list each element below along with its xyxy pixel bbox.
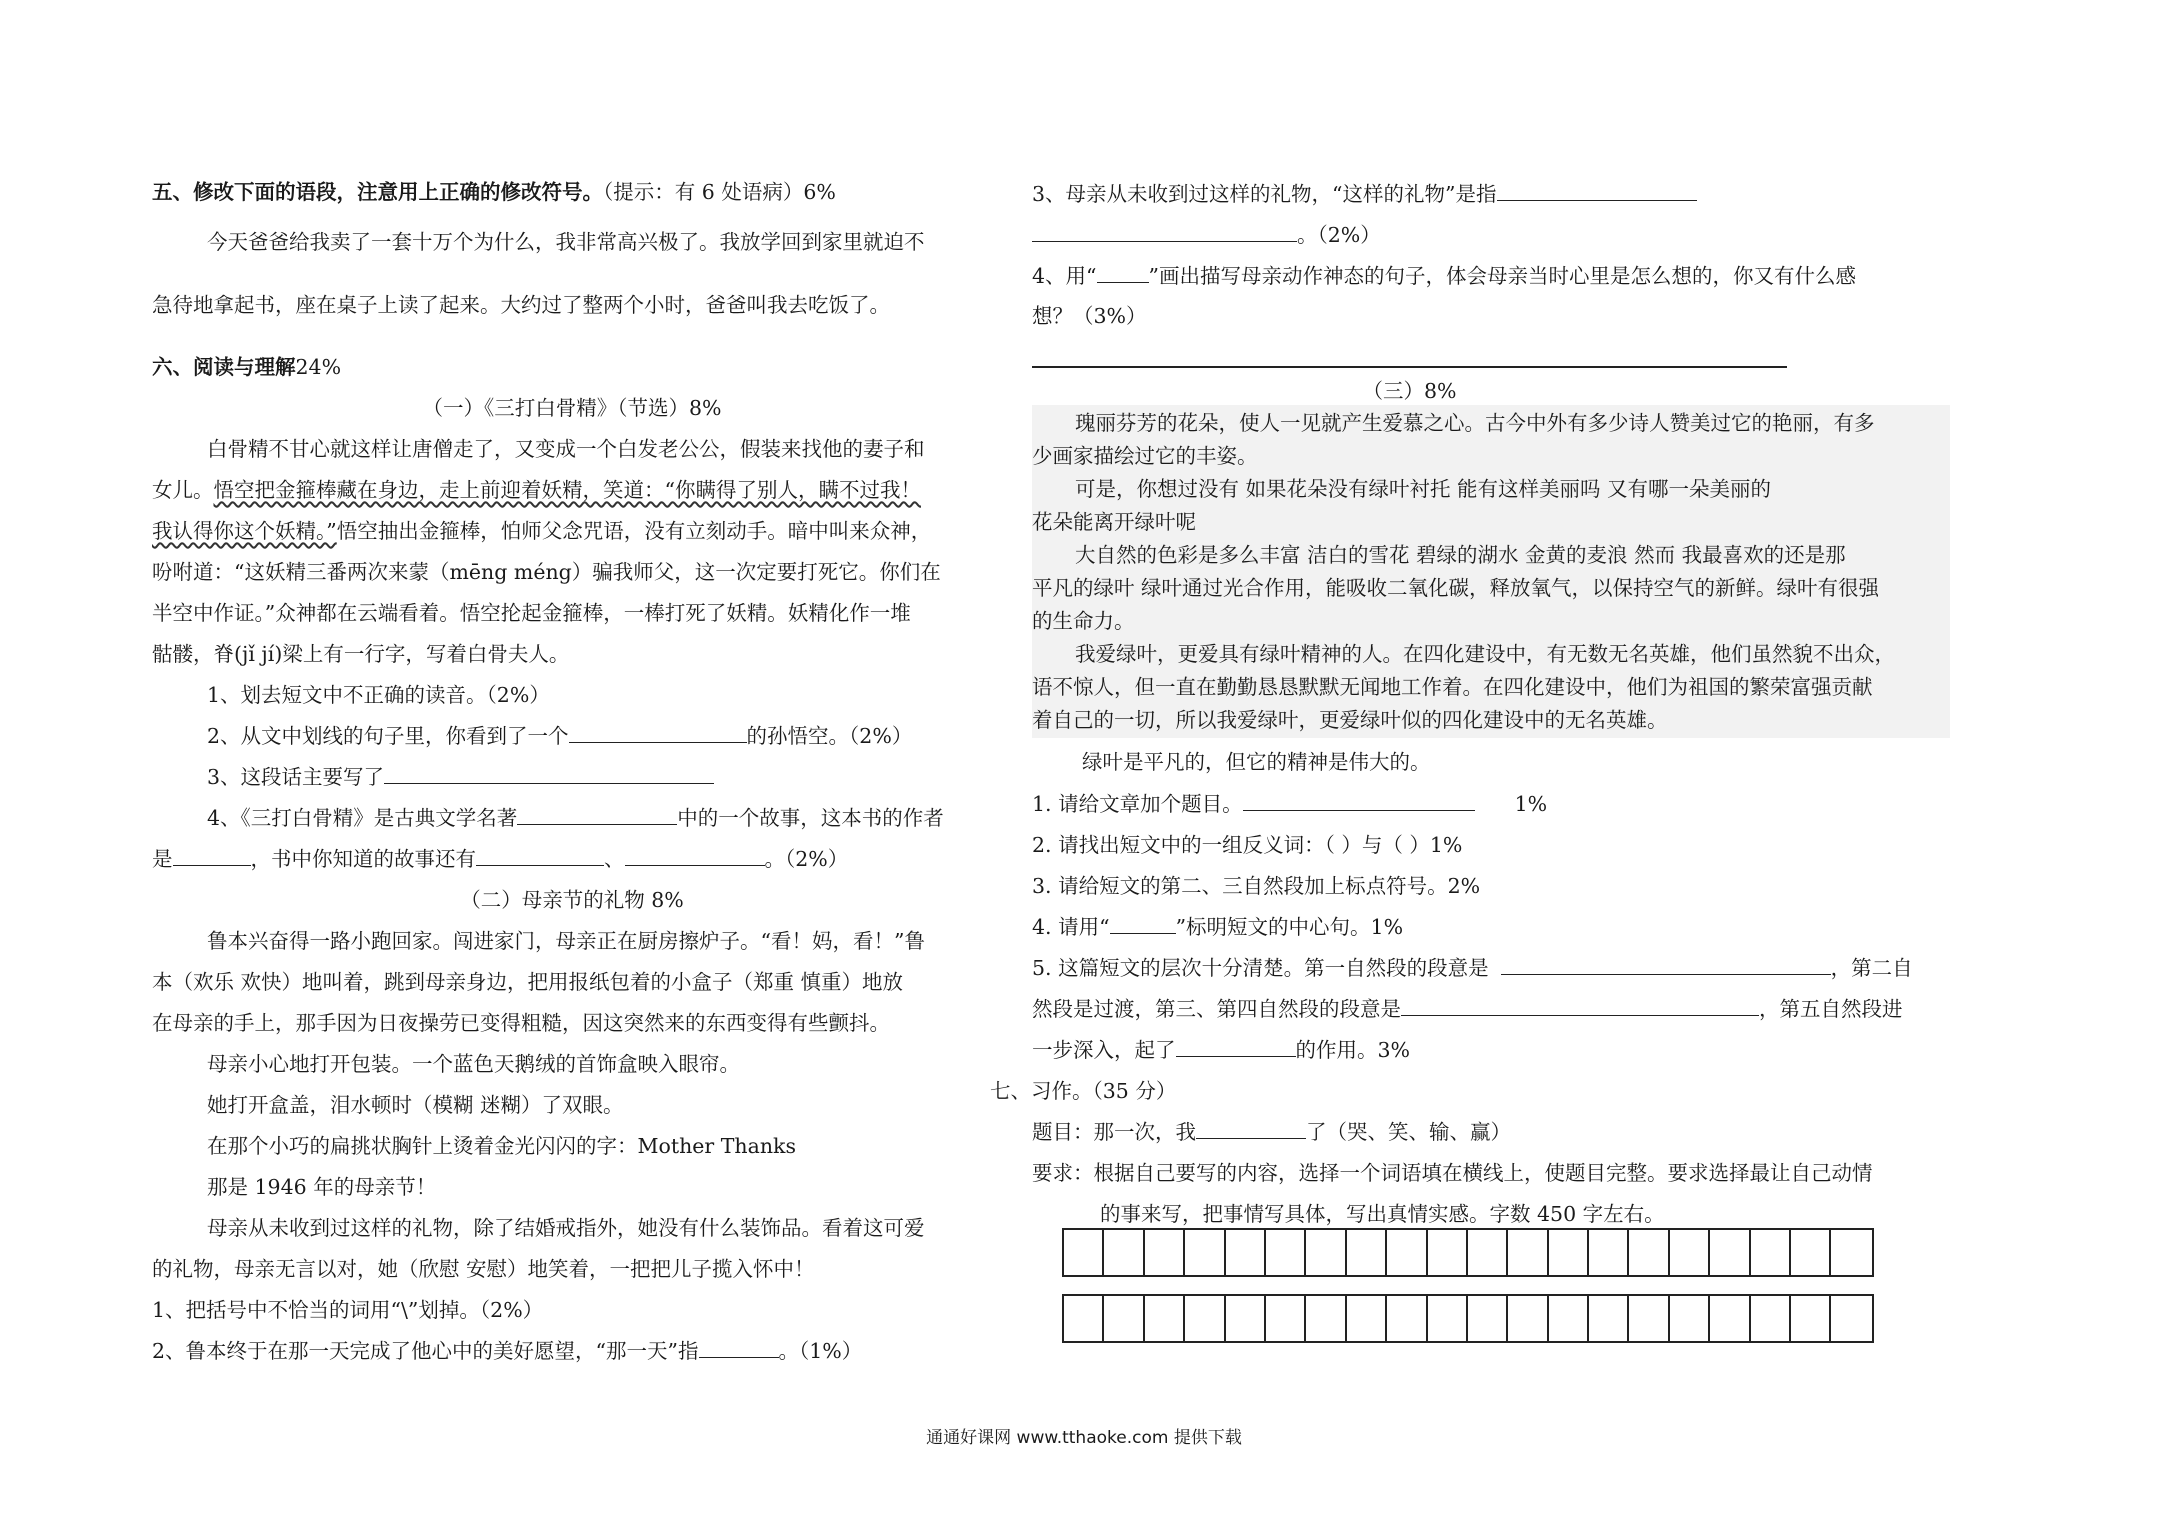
essay-requirement: 要求：根据自己要写的内容，选择一个词语填在横线上，使题目完整。要求选择最让自己动情 [1032, 1161, 1873, 1185]
question: 3、这段话主要写了 [207, 763, 714, 791]
passage-3-line: 花朵能离开绿叶呢 [1032, 510, 1196, 534]
passage-3-line: 的生命力。 [1032, 609, 1135, 633]
passage-3-line: 少画家描绘过它的丰姿。 [1032, 444, 1258, 468]
answer-blank[interactable] [384, 763, 714, 784]
section-5-title: 五、修改下面的语段，注意用上正确的修改符号。（提示：有 6 处语病）6% [152, 180, 836, 204]
answer-blank[interactable] [173, 845, 251, 866]
answer-blank[interactable] [1401, 995, 1759, 1016]
answer-blank[interactable] [625, 845, 765, 866]
question: 然段是过渡，第三、第四自然段的段意是 ，第五自然段进 [1032, 997, 1903, 1021]
passage-2-line: 鲁本兴奋得一路小跑回家。闯进家门，母亲正在厨房擦炉子。“看！妈，看！”鲁 [207, 929, 925, 953]
passage-1-line: 骷髅，脊(jǐ jí)梁上有一行字，写着白骨夫人。 [152, 642, 570, 666]
question: 1. 请给文章加个题目。 1% [1032, 792, 1548, 816]
question: 3、母亲从未收到过这样的礼物，“这样的礼物”是指 [1032, 180, 1697, 208]
answer-blank[interactable] [569, 722, 747, 743]
section-5-passage-line: 今天爸爸给我卖了一套十万个为什么，我非常高兴极了。我放学回到家里就迫不 [207, 230, 925, 254]
passage-3-line: 我爱绿叶，更爱具有绿叶精神的人。在四化建设中，有无数无名英雄，他们虽然貌不出众， [1075, 642, 1895, 666]
question: 想？（3%） [1032, 304, 1147, 328]
answer-blank[interactable] [1097, 262, 1149, 283]
passage-1-line: 半空中作证。”众神都在云端看着。悟空抡起金箍棒，一棒打死了妖精。妖精化作一堆 [152, 601, 911, 625]
question: 4、用“ ”画出描写母亲动作神态的句子，体会母亲当时心里是怎么想的，你又有什么感 [1032, 264, 1857, 288]
passage-3-line: 绿叶是平凡的，但它的精神是伟大的。 [1082, 750, 1431, 774]
question: 4、《三打白骨精》是古典文学名著 中的一个故事，这本书的作者 [207, 806, 944, 830]
answer-blank[interactable] [1032, 221, 1297, 242]
passage-2-heading: （二）母亲节的礼物 8% [460, 888, 684, 912]
passage-2-line: 母亲从未收到过这样的礼物，除了结婚戒指外，她没有什么装饰品。看着这可爱 [207, 1216, 925, 1240]
writing-grid-row[interactable] [1062, 1228, 1874, 1277]
answer-blank[interactable] [699, 1337, 779, 1358]
answer-blank[interactable] [1501, 954, 1831, 975]
answer-blank[interactable] [476, 845, 604, 866]
question: 3. 请给短文的第二、三自然段加上标点符号。2% [1032, 874, 1481, 898]
passage-3-line: 着自己的一切，所以我爱绿叶，更爱绿叶似的四化建设中的无名英雄。 [1032, 708, 1668, 732]
passage-3-line: 可是，你想过没有 如果花朵没有绿叶衬托 能有这样美丽吗 又有哪一朵美丽的 [1075, 477, 1772, 501]
passage-2-line: 那是 1946 年的母亲节！ [207, 1175, 437, 1199]
question: 2、从文中划线的句子里，你看到了一个 的孙悟空。（2%） [207, 724, 913, 748]
passage-1-line: 我认得你这个妖精。”悟空抽出金箍棒，怕师父念咒语，没有立刻动手。暗中叫来众神， [152, 519, 932, 543]
passage-3-line: 平凡的绿叶 绿叶通过光合作用，能吸收二氧化碳，释放氧气，以保持空气的新鲜。绿叶有很强 [1032, 576, 1880, 600]
question: 一步深入，起了 的作用。3% [1032, 1038, 1411, 1062]
writing-grid-row[interactable] [1062, 1294, 1874, 1343]
section-5-passage-line: 急待地拿起书，座在桌子上读了起来。大约过了整两个小时，爸爸叫我去吃饭了。 [152, 293, 890, 317]
footer-text: 通通好课网 www.tthaoke.com 提供下载 [926, 1428, 1242, 1448]
passage-2-line: 的礼物，母亲无言以对，她（欣慰 安慰）地笑着，一把把儿子揽入怀中！ [152, 1257, 815, 1281]
answer-blank[interactable] [1243, 790, 1475, 811]
passage-3-line: 语不惊人，但一直在勤勤恳恳默默无闻地工作着。在四化建设中，他们为祖国的繁荣富强贡献 [1032, 675, 1873, 699]
passage-3-line: 瑰丽芬芳的花朵，使人一见就产生爱慕之心。古今中外有多少诗人赞美过它的艳丽，有多 [1075, 411, 1875, 435]
essay-requirement: 的事来写，把事情写具体，写出真情实感。字数 450 字左右。 [1100, 1202, 1665, 1226]
question: 1、划去短文中不正确的读音。（2%） [207, 683, 550, 707]
passage-3-heading: （三）8% [1362, 379, 1457, 403]
question: 4. 请用“ ”标明短文的中心句。1% [1032, 915, 1404, 939]
answer-blank[interactable] [1110, 913, 1176, 934]
passage-1-line: 白骨精不甘心就这样让唐僧走了，又变成一个白发老公公，假装来找他的妻子和 [207, 437, 925, 461]
passage-1-heading: （一）《三打白骨精》（节选）8% [422, 396, 722, 420]
question: 。（2%） [1032, 221, 1381, 249]
answer-blank[interactable] [1497, 180, 1697, 201]
passage-2-line: 在母亲的手上，那手因为日夜操劳已变得粗糙，因这突然来的东西变得有些颤抖。 [152, 1011, 890, 1035]
section-6-title: 六、阅读与理解24% [152, 355, 342, 379]
question: 5. 这篇短文的层次十分清楚。第一自然段的段意是 ，第二自 [1032, 956, 1913, 980]
answer-line[interactable] [1032, 366, 1787, 368]
passage-3-line: 大自然的色彩是多么丰富 洁白的雪花 碧绿的湖水 金黄的麦浪 然而 我最喜欢的还是那 [1075, 543, 1846, 567]
passage-1-line: 吩咐道：“这妖精三番两次来蒙（mēng méng）骗我师父，这一次定要打死它。你们在 [152, 560, 941, 584]
passage-2-line: 母亲小心地打开包装。一个蓝色天鹅绒的首饰盒映入眼帘。 [207, 1052, 740, 1076]
passage-2-line: 本（欢乐 欢快）地叫着，跳到母亲身边，把用报纸包着的小盒子（郑重 慎重）地放 [152, 970, 904, 994]
passage-2-line: 她打开盒盖，泪水顿时（模糊 迷糊）了双眼。 [207, 1093, 624, 1117]
question: 是 ，书中你知道的故事还有 、 。（2%） [152, 847, 849, 871]
section-7-title: 七、习作。（35 分） [990, 1079, 1177, 1103]
underlined-sentence: 悟空把金箍棒藏在身边，走上前迎着妖精，笑道：“你瞒得了别人，瞒不过我！ [213, 478, 921, 502]
question: 2、鲁本终于在那一天完成了他心中的美好愿望，“那一天”指 。（1%） [152, 1339, 863, 1363]
passage-2-line: 在那个小巧的扁挑状胸针上烫着金光闪闪的字：Mother Thanks [207, 1134, 796, 1158]
passage-1-line: 女儿。悟空把金箍棒藏在身边，走上前迎着妖精，笑道：“你瞒得了别人，瞒不过我！ [152, 478, 921, 502]
answer-blank[interactable] [1176, 1036, 1296, 1057]
underlined-sentence: 我认得你这个妖精。” [152, 519, 337, 543]
answer-blank[interactable] [1196, 1118, 1306, 1139]
question: 2. 请找出短文中的一组反义词：（ ）与（ ）1% [1032, 833, 1463, 857]
essay-topic: 题目：那一次，我 了（哭、笑、输、赢） [1032, 1120, 1511, 1144]
answer-blank[interactable] [517, 804, 677, 825]
question: 1、把括号中不恰当的词用“\”划掉。（2%） [152, 1298, 544, 1322]
